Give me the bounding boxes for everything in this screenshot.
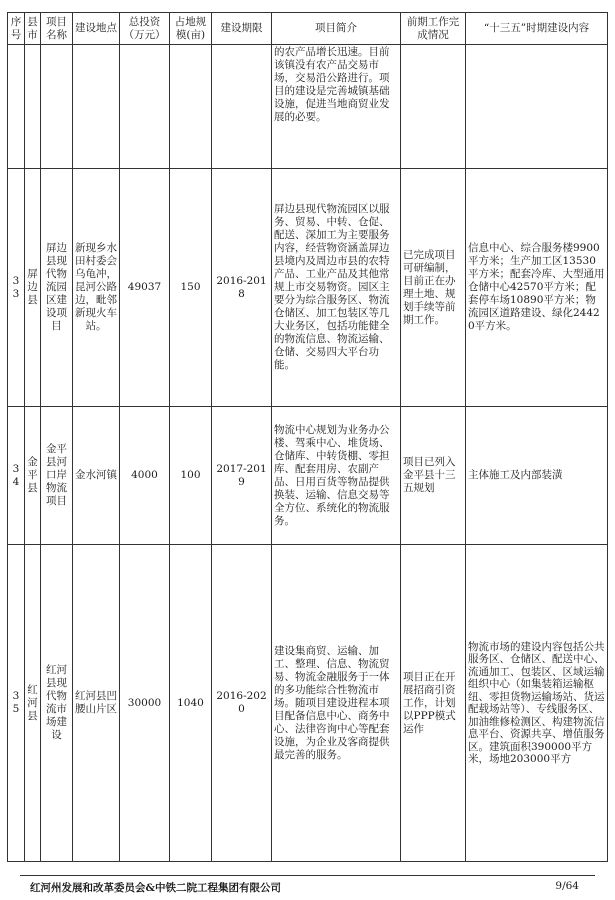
header-content: “十三五”时期建设内容 xyxy=(466,13,608,45)
row-area: 1040 xyxy=(170,545,212,862)
table-row-continuation xyxy=(8,45,608,169)
row-invest: 30000 xyxy=(120,545,170,862)
header-invest: 总投资（万元） xyxy=(120,13,170,45)
row-name: 屏边县现代物流园区建设项目 xyxy=(41,169,73,407)
table-row xyxy=(8,545,608,862)
row-intro: 屏边县现代物流园区以服务、贸易、中转、仓促、配送、深加工为主要服务内容，经营物资涵盖屏边县境内及周边市县的农特产品、工业产品及其他常规上市交易物资。园区主要分为综合服务区、物流仓储区、加工包装区等几大业务区，包括功能健全的物流信息、物流运输、仓储、交易四大平台功能。 xyxy=(272,169,401,407)
continuation-intro: 的农产品增长迅速。目前该镇没有农产品交易市场，交易沿公路进行。项目的建设是完善城镇基础设施，促进当地商贸业发展的必要。 xyxy=(272,45,401,169)
row-progress: 已完成项目可研编制，目前正在办理土地、规划手续等前期工作。 xyxy=(401,169,466,407)
header-name: 项目名称 xyxy=(41,13,73,45)
row-progress: 项目已列入金平县十三五规划 xyxy=(401,407,466,545)
row-content: 物流市场的建设内容包括公共服务区、仓储区、配送中心、流通加工、包装区、区域运输组织中心（如集装箱运输枢纽、零担货物运输场站、货运配载场站等）、专线服务区、加油维修检测区、构建物流信息平台、资源共享、增值服务区。建筑面积390000平方米，场地203000平方 xyxy=(466,545,608,862)
row-name: 红河县现代物流市场建设 xyxy=(41,545,73,862)
row-intro: 建设集商贸、运输、加工、整理、信息、物流贸易、物流金融服务于一体的多功能综合性物流市场。随项目建设进程本项目配备信息中心、商务中心、法律咨询中心等配套设施，为企业及客商提供最完善的服务。 xyxy=(272,545,401,862)
row-location: 红河县凹腰山片区 xyxy=(73,545,120,862)
row-area: 100 xyxy=(170,407,212,545)
header-area: 占地规模(亩) xyxy=(170,13,212,45)
row-location: 新现乡水田村委会乌龟冲，昆河公路边，毗邻新现火车站。 xyxy=(73,169,120,407)
project-table xyxy=(7,12,608,862)
row-no: 33 xyxy=(8,169,25,407)
header-county: 县市 xyxy=(25,13,41,45)
header-intro: 项目简介 xyxy=(272,13,401,45)
row-name: 金平县河口岸物流项目 xyxy=(41,407,73,545)
row-invest: 49037 xyxy=(120,169,170,407)
row-period: 2016-2020 xyxy=(212,545,272,862)
row-invest: 4000 xyxy=(120,407,170,545)
header-period: 建设期限 xyxy=(212,13,272,45)
row-location: 金水河镇 xyxy=(73,407,120,545)
row-county: 屏边县 xyxy=(25,169,41,407)
header-progress: 前期工作完成情况 xyxy=(401,13,466,45)
row-period: 2016-2018 xyxy=(212,169,272,407)
row-content: 信息中心、综合服务楼9900平方米；生产加工区13530平方米；配套冷库、大型通用仓储中心42570平方米；配套停车场10890平方米；物流园区道路建设、绿化24420平方米。 xyxy=(466,169,608,407)
row-progress: 项目正在开展招商引资工作，计划以PPP模式运作 xyxy=(401,545,466,862)
table-row xyxy=(8,407,608,545)
page-number: 9/64 xyxy=(555,880,579,892)
table-row xyxy=(8,169,608,407)
header-no: 序号 xyxy=(8,13,25,45)
row-county: 红河县 xyxy=(25,545,41,862)
row-intro: 物流中心规划为业务办公楼、驾乘中心、堆货场、仓储库、中转货棚、零担库、配套用房、农副产品、日用百货等物品提供换装、运输、信息交易等全方位、系统化的物流服务。 xyxy=(272,407,401,545)
footer-organization: 红河州发展和改革委员会&中铁二院工程集团有限公司 xyxy=(30,882,281,894)
row-no: 34 xyxy=(8,407,25,545)
footer-divider xyxy=(20,875,595,876)
row-county: 金平县 xyxy=(25,407,41,545)
row-content: 主体施工及内部装潢 xyxy=(466,407,608,545)
table-header-row xyxy=(8,13,608,45)
row-area: 150 xyxy=(170,169,212,407)
row-period: 2017-2019 xyxy=(212,407,272,545)
row-no: 35 xyxy=(8,545,25,862)
header-location: 建设地点 xyxy=(73,13,120,45)
